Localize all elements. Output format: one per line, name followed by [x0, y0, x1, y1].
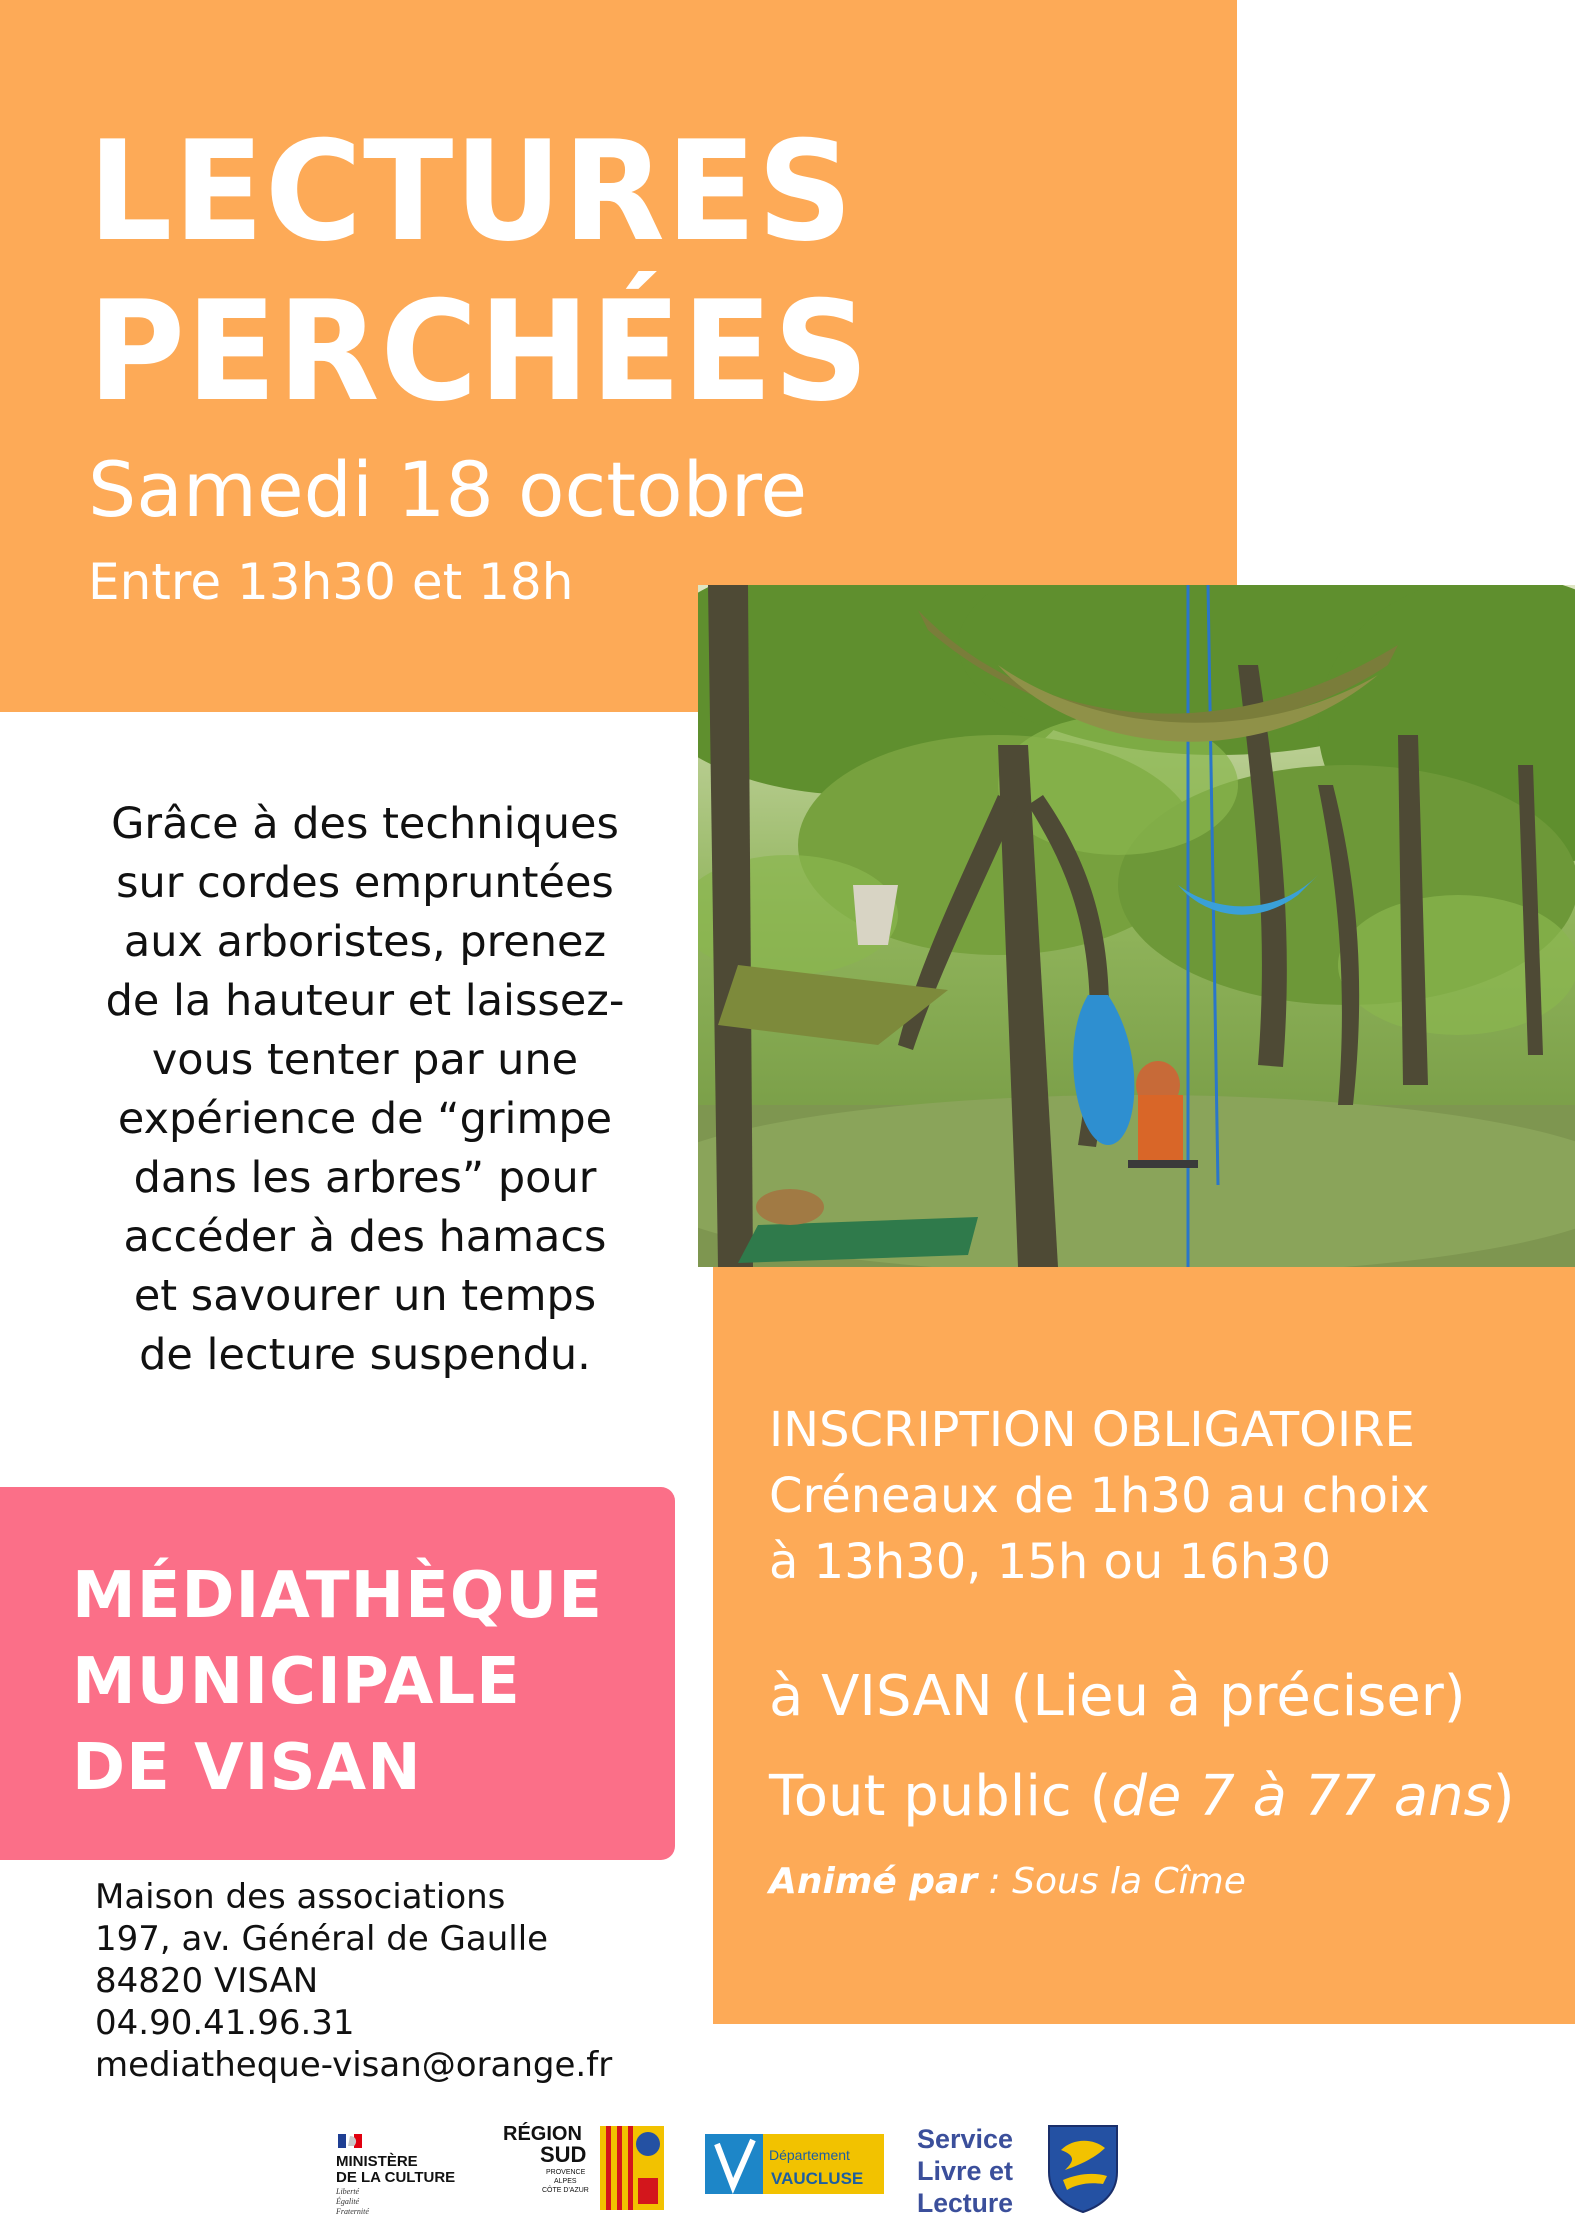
description-line: accéder à des hamacs — [123, 1212, 607, 1262]
region-sub-3: CÔTE D'AZUR — [542, 2187, 589, 2194]
time-slots: Créneaux de 1h30 au choix — [769, 1468, 1430, 1524]
region-sub-1: PROVENCE — [546, 2169, 586, 2176]
region-coat-of-arms-icon — [600, 2126, 664, 2210]
departement-vaucluse-logo — [703, 2128, 888, 2198]
visan-coat-of-arms-logo — [1043, 2120, 1123, 2215]
phone-number: 04.90.41.96.31 — [95, 2003, 355, 2043]
description-line: vous tenter par une — [151, 1035, 579, 1085]
time-slots-times: à 13h30, 15h ou 16h30 — [769, 1534, 1332, 1590]
description-line: aux arboristes, prenez — [123, 917, 607, 967]
departement-line-2: VAUCLUSE — [771, 2169, 864, 2188]
address-line: 84820 VISAN — [95, 1961, 319, 2001]
region-line-1: RÉGION — [503, 2123, 582, 2145]
event-date: Samedi 18 octobre — [88, 445, 808, 534]
event-description — [70, 795, 660, 1385]
service-livre-lecture-logo — [915, 2118, 1025, 2223]
culture-line-2: DE LA CULTURE — [336, 2169, 456, 2186]
region-sud-logo — [500, 2118, 675, 2218]
sll-line-1: Service — [917, 2124, 1013, 2154]
inscription-required: INSCRIPTION OBLIGATOIRE — [769, 1402, 1415, 1458]
region-sub-2: ALPES — [554, 2178, 577, 2185]
event-title — [88, 112, 870, 432]
address-line: Maison des associations — [95, 1877, 506, 1917]
animator-name: : Sous la Cîme — [977, 1861, 1246, 1902]
region-line-2: SUD — [540, 2142, 587, 2167]
organizer-line-3: DE VISAN — [72, 1731, 422, 1805]
email-address: mediatheque-visan@orange.fr — [95, 2045, 613, 2085]
ministere-culture-logo — [330, 2130, 480, 2220]
event-location: à VISAN (Lieu à préciser) — [769, 1664, 1466, 1729]
animator-label: Animé par — [769, 1861, 978, 1902]
contact-address — [95, 1876, 612, 2086]
description-line: et savourer un temps — [133, 1271, 597, 1321]
description-line: sur cordes empruntées — [116, 858, 614, 908]
audience-ages: de 7 à 77 ans — [1111, 1764, 1493, 1829]
audience-label: Tout public ( — [769, 1764, 1112, 1829]
organizer-name — [72, 1553, 603, 1811]
info-block — [713, 1267, 1575, 2024]
forest-hammock-photo — [698, 585, 1575, 1267]
event-hours: Entre 13h30 et 18h — [88, 553, 574, 611]
title-line-1: LECTURES — [88, 111, 854, 272]
culture-motto-2: Égalité — [336, 2197, 360, 2206]
culture-line-1: MINISTÈRE — [336, 2153, 418, 2170]
description-line: Grâce à des techniques — [111, 799, 619, 849]
departement-line-1: Département — [769, 2147, 850, 2163]
title-line-2: PERCHÉES — [88, 271, 870, 432]
audience-close: ) — [1492, 1764, 1515, 1829]
organizer-block — [0, 1487, 675, 1860]
organizer-line-2: MUNICIPALE — [72, 1645, 521, 1719]
audience — [769, 1762, 1515, 1832]
sll-line-3: Lecture — [917, 2188, 1013, 2218]
culture-motto-1: Liberté — [336, 2187, 360, 2196]
address-line: 197, av. Général de Gaulle — [95, 1919, 549, 1959]
animator — [769, 1859, 1246, 1905]
description-line: expérience de “grimpe — [117, 1094, 613, 1144]
description-line: de la hauteur et laissez- — [105, 976, 625, 1026]
sll-line-2: Livre et — [917, 2156, 1014, 2186]
culture-motto-3: Fraternité — [336, 2207, 369, 2216]
inscription-info — [769, 1397, 1430, 1595]
description-line: dans les arbres” pour — [133, 1153, 597, 1203]
organizer-line-1: MÉDIATHÈQUE — [72, 1559, 603, 1633]
description-line: de lecture suspendu. — [139, 1330, 591, 1380]
